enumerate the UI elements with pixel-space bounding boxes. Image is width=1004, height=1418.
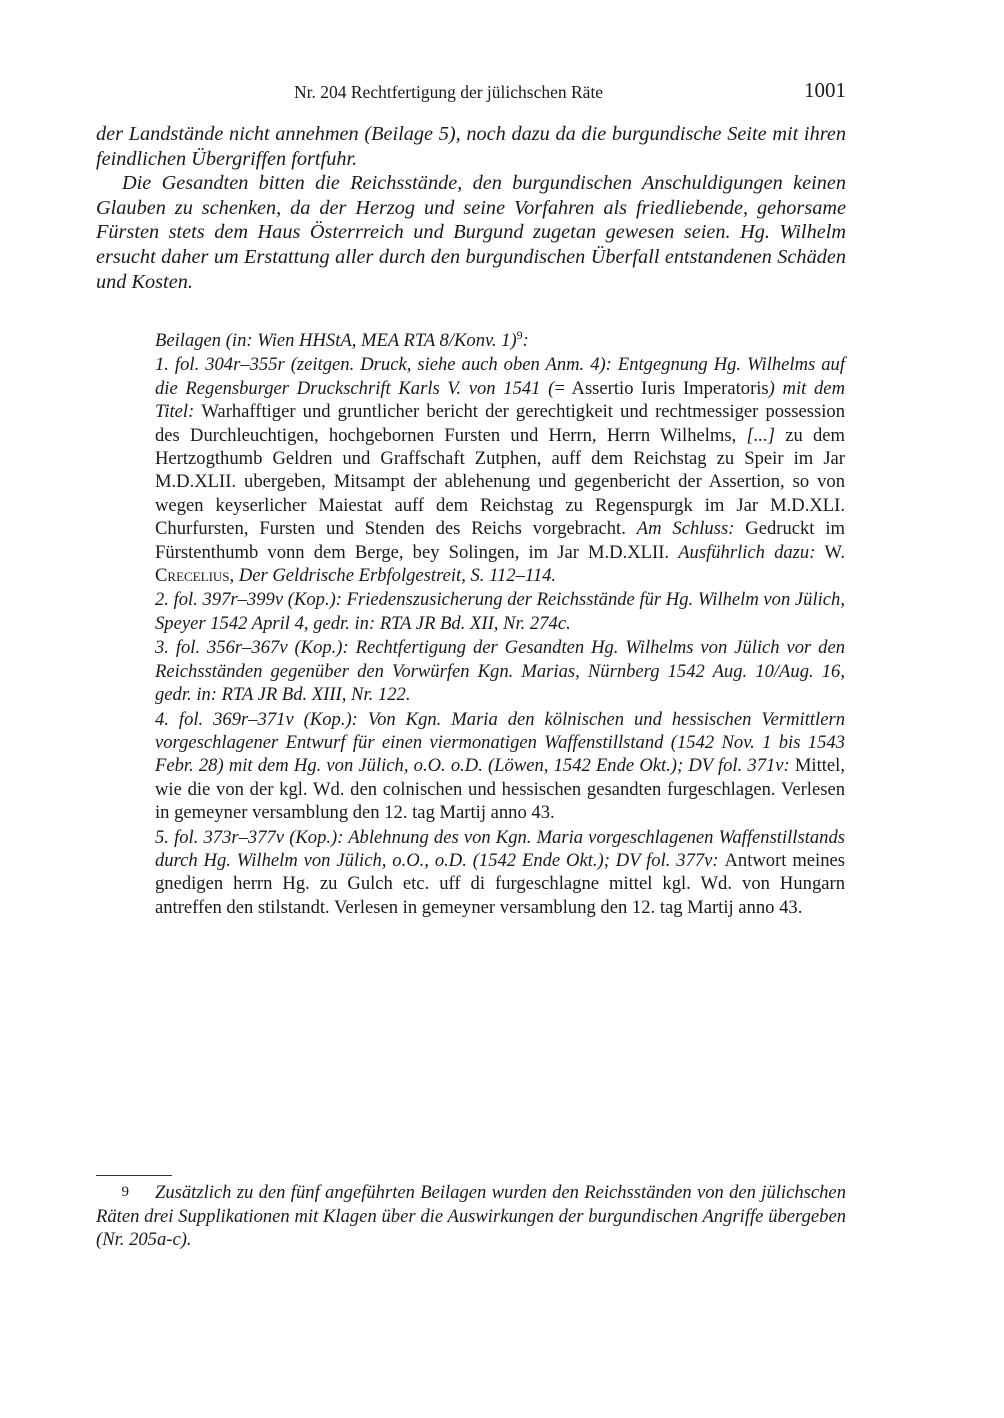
item-1-title-label: ) mit dem Titel: <box>155 377 845 423</box>
appendix-heading-colon: : <box>522 330 529 351</box>
summary-paragraph-2: Die Gesandten bitten die Reichsstände, den burgundischen Anschuldigungen keinen Glauben zu schenken, da der Herzog und seine Vorfahren als friedliebende, gehorsame Fürsten stets dem Haus Österrreich und Burgund zugetan gewesen seien. Hg. Wilhelm ersucht daher um Erstattung aller durch den burgundischen Überfall entstandenen Schäden und Kosten. <box>96 172 846 293</box>
appendix-item-2: 2. fol. 397r–399v (Kop.): Friedenszusicherung der Reichsstände für Hg. Wilhelm von Jülich, Speyer 1542 April 4, gedr. in: RTA JR Bd. XII, Nr. 274c. <box>155 589 845 634</box>
summary-text <box>96 122 846 294</box>
item-1-title-part-2: zu dem Hertzogthumb Geldren und Graffschaft Zutphen, auff dem Reichstag zu Speir im Jar M.D.XLII. ubergeben, Mitsampt der ablehenung und gegenbericht der Assertion, so von wegen keyserlicher Maiestat auff dem Reichstag zu Regenspurgk im Jar M.D.XLI. Churfursten, Fursten und Stenden des Reichs vorgebracht. <box>155 424 846 540</box>
appendix-item-1 <box>155 353 845 587</box>
item-1-author-initial: W. <box>824 541 845 563</box>
appendix-heading <box>155 329 845 352</box>
appendix-heading-text: Beilagen (in: Wien HHStA, MEA RTA 8/Konv. 1) <box>155 330 517 351</box>
appendix-item-3: 3. fol. 356r–367v (Kop.): Rechtfertigung der Gesandten Hg. Wilhelms von Jülich vor den Reichsständen gegenüber den Vorwürfen Kgn. Marias, Nürnberg 1542 Aug. 10/Aug. 16, gedr. in: RTA JR Bd. XIII, Nr. 122. <box>155 637 845 706</box>
item-1-colophon-label: Am Schluss: <box>636 518 746 540</box>
footnote-rule <box>96 1175 172 1176</box>
item-5-quotation: Antwort meines gnedigen herrn Hg. zu Gulch etc. uff di furgeschlagne mittel kgl. Wd. von Hungarn antreffen den stilstandt. Verlesen in gemeyner versamblung den 12. tag Martij anno 43. <box>155 849 845 918</box>
item-4-description: 4. fol. 369r–371v (Kop.): Von Kgn. Maria den kölnischen und hessischen Vermittlern vorgeschlagener Entwurf für einen viermonatigen Waffenstillstand (1542 Nov. 1 bis 1543 Febr. 28) mit dem Hg. von Jülich, o.O. o.D. (Löwen, 1542 Ende Okt.); DV fol. 371v: <box>155 708 845 777</box>
footnote <box>96 1181 846 1252</box>
item-1-reference-title: , Der Geldrische Erbfolgestreit, S. 112–114. <box>229 565 557 587</box>
item-1-description: 1. fol. 304r–355r (zeitgen. Druck, siehe auch oben Anm. 4): Entgegnung Hg. Wilhelms auf die Regensburger Druckschrift Karls V. von 1541 ( <box>155 354 845 399</box>
item-1-ellipsis: [...] <box>746 424 775 446</box>
footnote-number: 9 <box>121 1184 129 1200</box>
footnote-reference: 9 <box>516 327 523 342</box>
summary-paragraph-1: der Landstände nicht annehmen (Beilage 5), noch dazu da die burgundische Seite mit ihren feindlichen Übergriffen fortfuhr. <box>96 123 846 170</box>
item-1-author-name: Crecelius <box>155 565 230 587</box>
item-1-title-part-1: Warhafftiger und gruntlicher bericht der gerechtigkeit und rechtmessiger possession des Durchleuchtigen, hochgebornen Fursten und Herrn, Herrn Wilhelms, <box>155 401 845 446</box>
appendix-item-4 <box>155 708 845 825</box>
running-title: Nr. 204 Rechtfertigung der jülichschen Räte <box>294 82 604 102</box>
appendix-item-5 <box>155 826 845 920</box>
item-1-reference-label: Ausführlich dazu: <box>678 541 825 563</box>
item-4-quotation: Mittel, wie die von der kgl. Wd. den colnischen und hessischen gesandten furgeschlagen. Verlesen in gemeyner versamblung den 12. tag Martij anno 43. <box>155 755 845 824</box>
item-1-assertio: = Assertio Iuris Imperatoris <box>554 377 769 399</box>
appendix-list <box>155 329 845 920</box>
item-5-description: 5. fol. 373r–377v (Kop.): Ablehnung des von Kgn. Maria vorgeschlagenen Waffenstillstands durch Hg. Wilhelm von Jülich, o.O., o.D. (1542 Ende Okt.); DV fol. 377v: <box>155 826 845 871</box>
page-header <box>96 78 846 108</box>
footnote-text: Zusätzlich zu den fünf angeführten Beilagen wurden den Reichsständen von den jülichschen Räten drei Supplikationen mit Klagen über die Auswirkungen der burgundischen Angriffe übergeben (Nr. 205a-c). <box>96 1182 846 1250</box>
page-number: 1001 <box>804 78 846 102</box>
item-1-colophon: Gedruckt im Fürstenthumb vonn dem Berge, bey Solingen, im Jar M.D.XLII. <box>155 518 845 563</box>
